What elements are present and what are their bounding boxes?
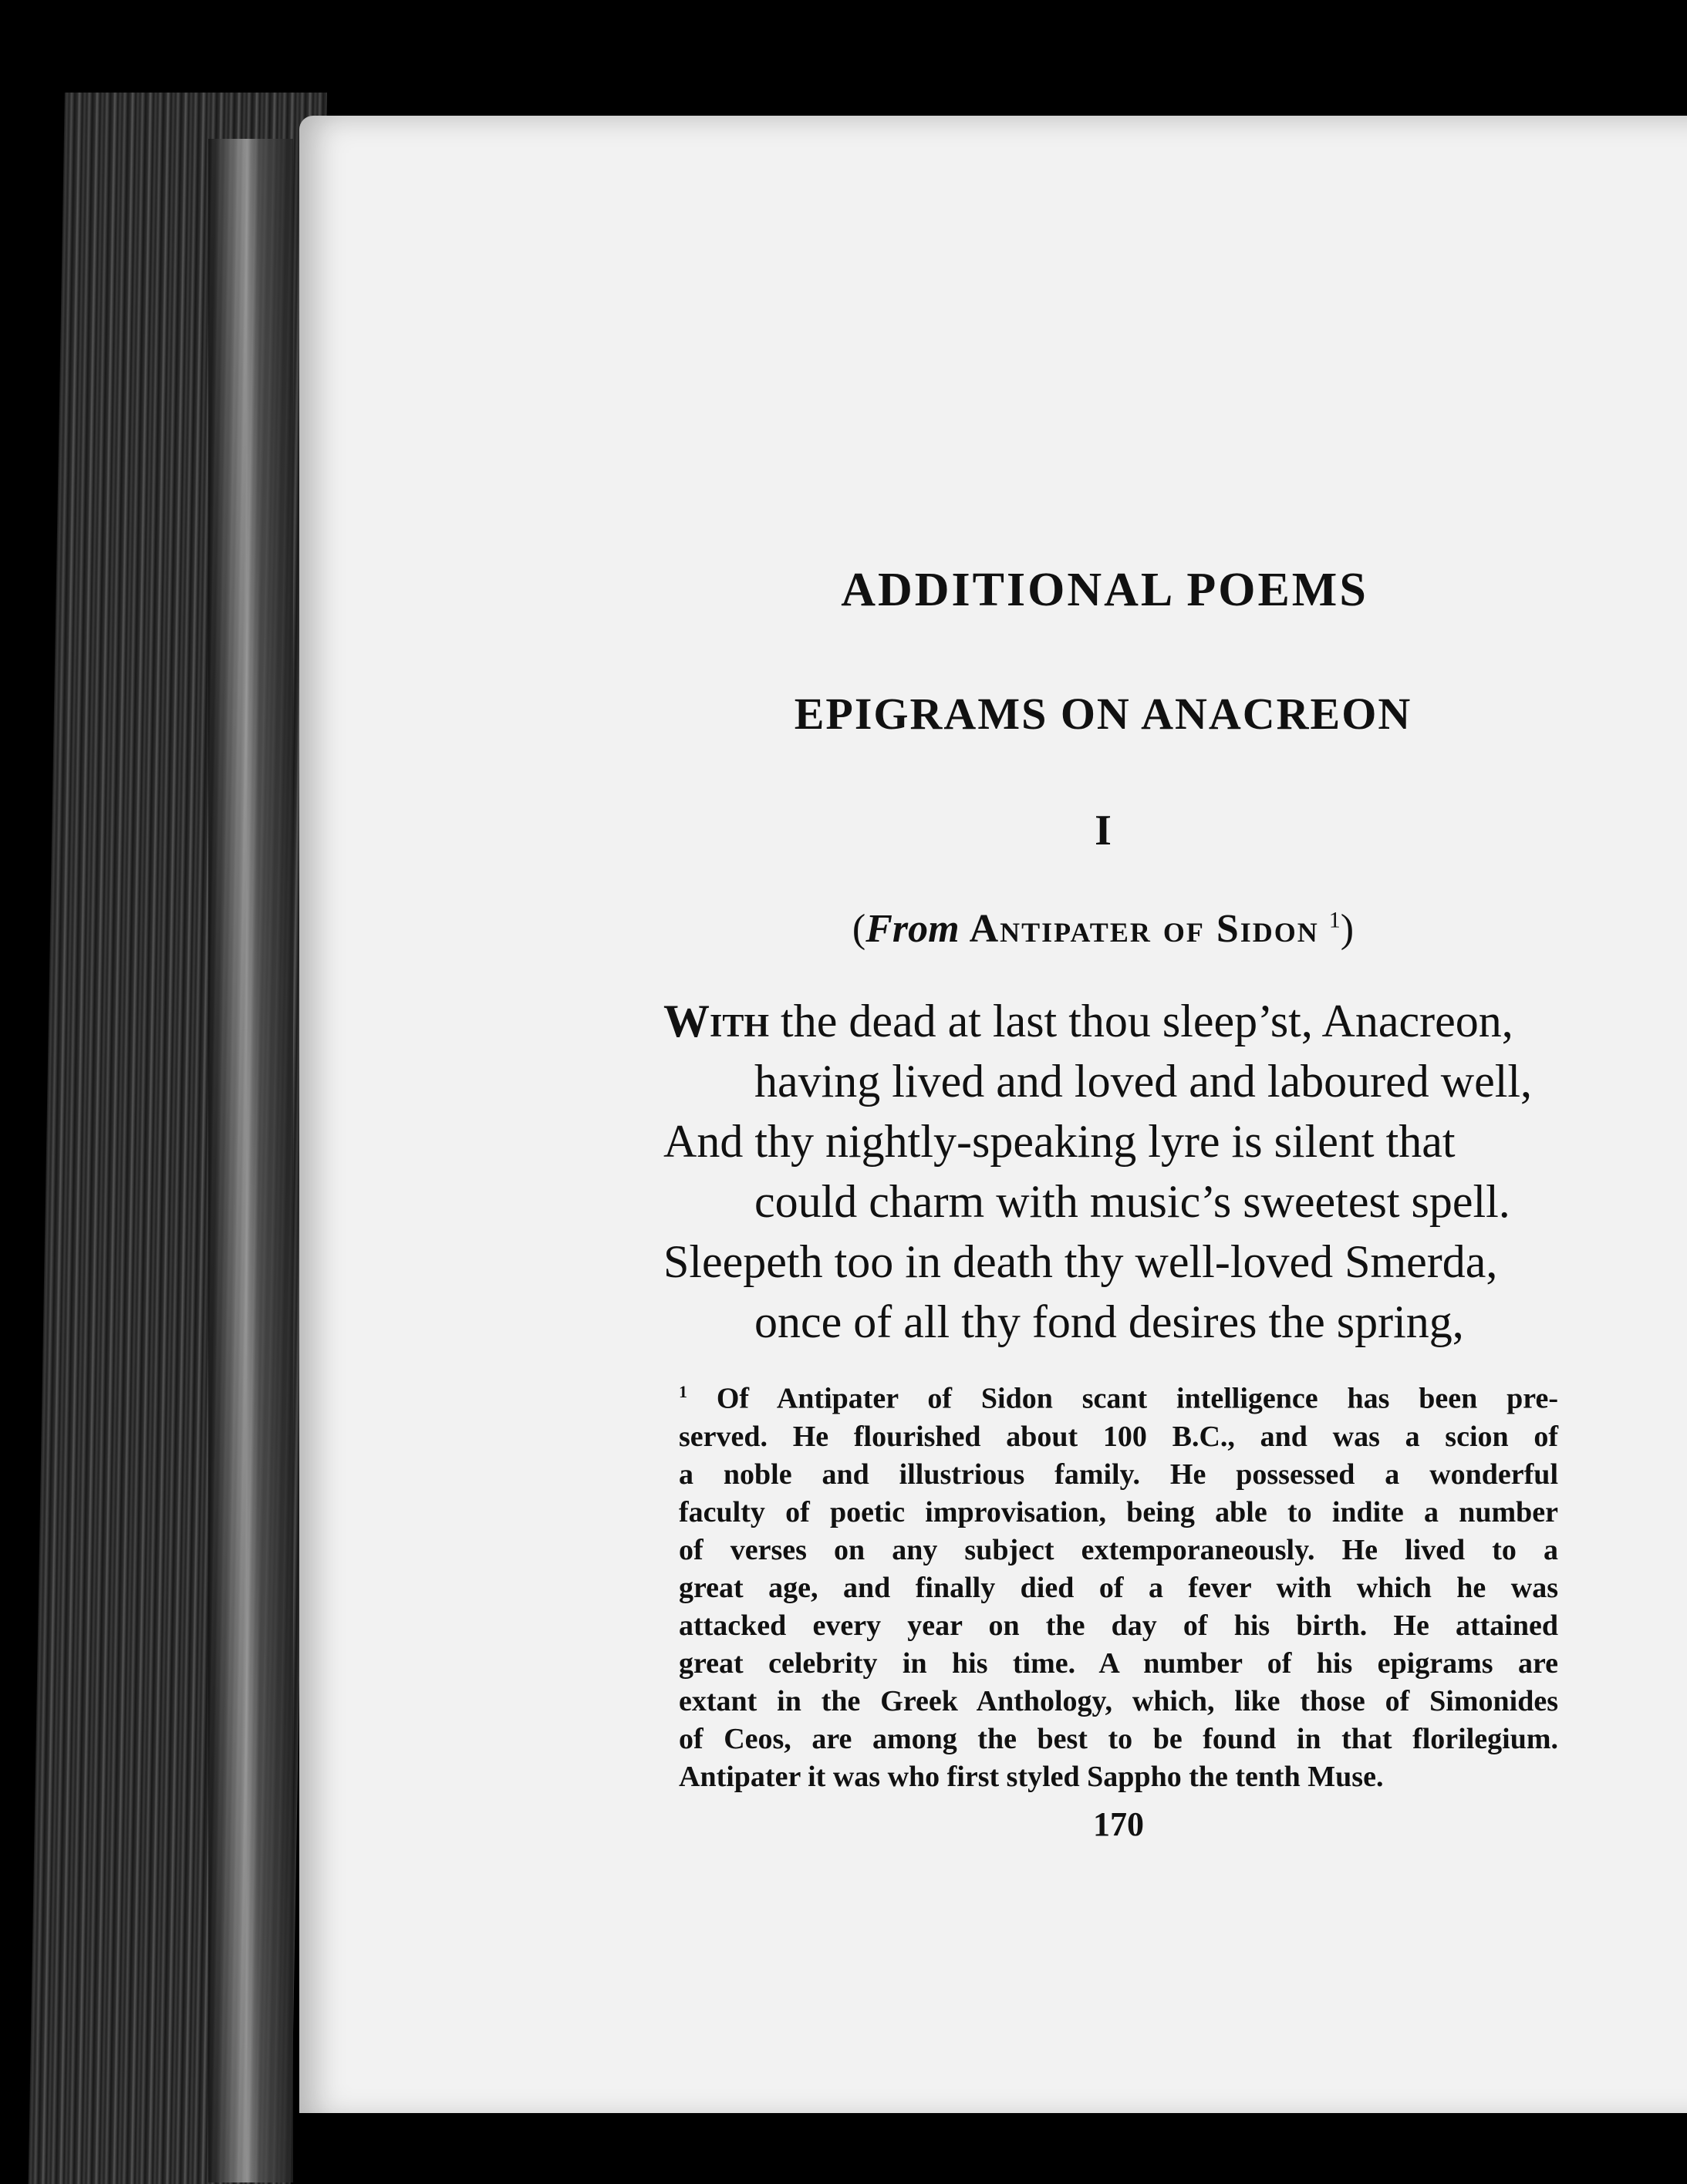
poem-numeral: I [1095, 807, 1112, 854]
footnote-line: faculty of poetic improvisation, being able to indite a number [679, 1495, 1558, 1528]
poem-body [663, 991, 1589, 1352]
page-number: 170 [1093, 1805, 1144, 1843]
footnote-line: of verses on any subject extemporaneously. He lived to a [679, 1533, 1558, 1566]
poem-line: could charm with music’s sweetest spell. [754, 1176, 1510, 1227]
attribution-from: From [865, 907, 960, 951]
book-spine-highlight [208, 139, 293, 2182]
poem-attribution [779, 906, 1427, 952]
footnote-line: great celebrity in his time. A number of his epigrams are [679, 1646, 1558, 1680]
attribution-open-paren: ( [852, 907, 866, 951]
attribution-close-paren: ) [1340, 907, 1355, 951]
poem-line: Sleepeth too in death thy well-loved Smerda, [663, 1236, 1498, 1287]
poem-line: having lived and loved and laboured well, [754, 1056, 1533, 1107]
footnote-line: served. He flourished about 100 B.C., and was a scion of [679, 1420, 1558, 1453]
attribution-footnote-mark: 1 [1328, 907, 1341, 933]
footnote-line: attacked every year on the day of his birth. He attained [679, 1609, 1558, 1642]
footnote-line: great age, and finally died of a fever with which he was [679, 1571, 1558, 1604]
footnote-mark: 1 [679, 1382, 687, 1401]
footnote-line: extant in the Greek Anthology, which, like those of Simonides [679, 1684, 1558, 1717]
footnote-line: $^1$ Of Antipater of Sidon scant intelligence has been pre- [679, 1382, 1558, 1415]
poem-line: once of all thy fond desires the spring, [754, 1296, 1464, 1347]
section-heading: EPIGRAMS ON ANACREON [794, 689, 1412, 739]
footnote-line: Antipater it was who first styled Sappho the tenth Muse. [679, 1760, 1384, 1793]
poem-line-text: the dead at last thou sleep’st, Anacreon, [769, 996, 1513, 1046]
poem-line [663, 991, 1589, 1051]
footnote-line: of Ceos, are among the best to be found in that florilegium. [679, 1722, 1558, 1755]
footnote-line: a noble and illustrious family. He possessed a wonderful [679, 1458, 1558, 1491]
page-heading: ADDITIONAL POEMS [841, 564, 1368, 616]
poem-line-lead: With [663, 996, 770, 1046]
footnote [679, 1373, 1558, 1796]
poem-line: And thy nightly-speaking lyre is silent that [663, 1116, 1456, 1167]
attribution-author: Antipater of Sidon [969, 907, 1319, 951]
scan-bottom-border [299, 2113, 1687, 2184]
